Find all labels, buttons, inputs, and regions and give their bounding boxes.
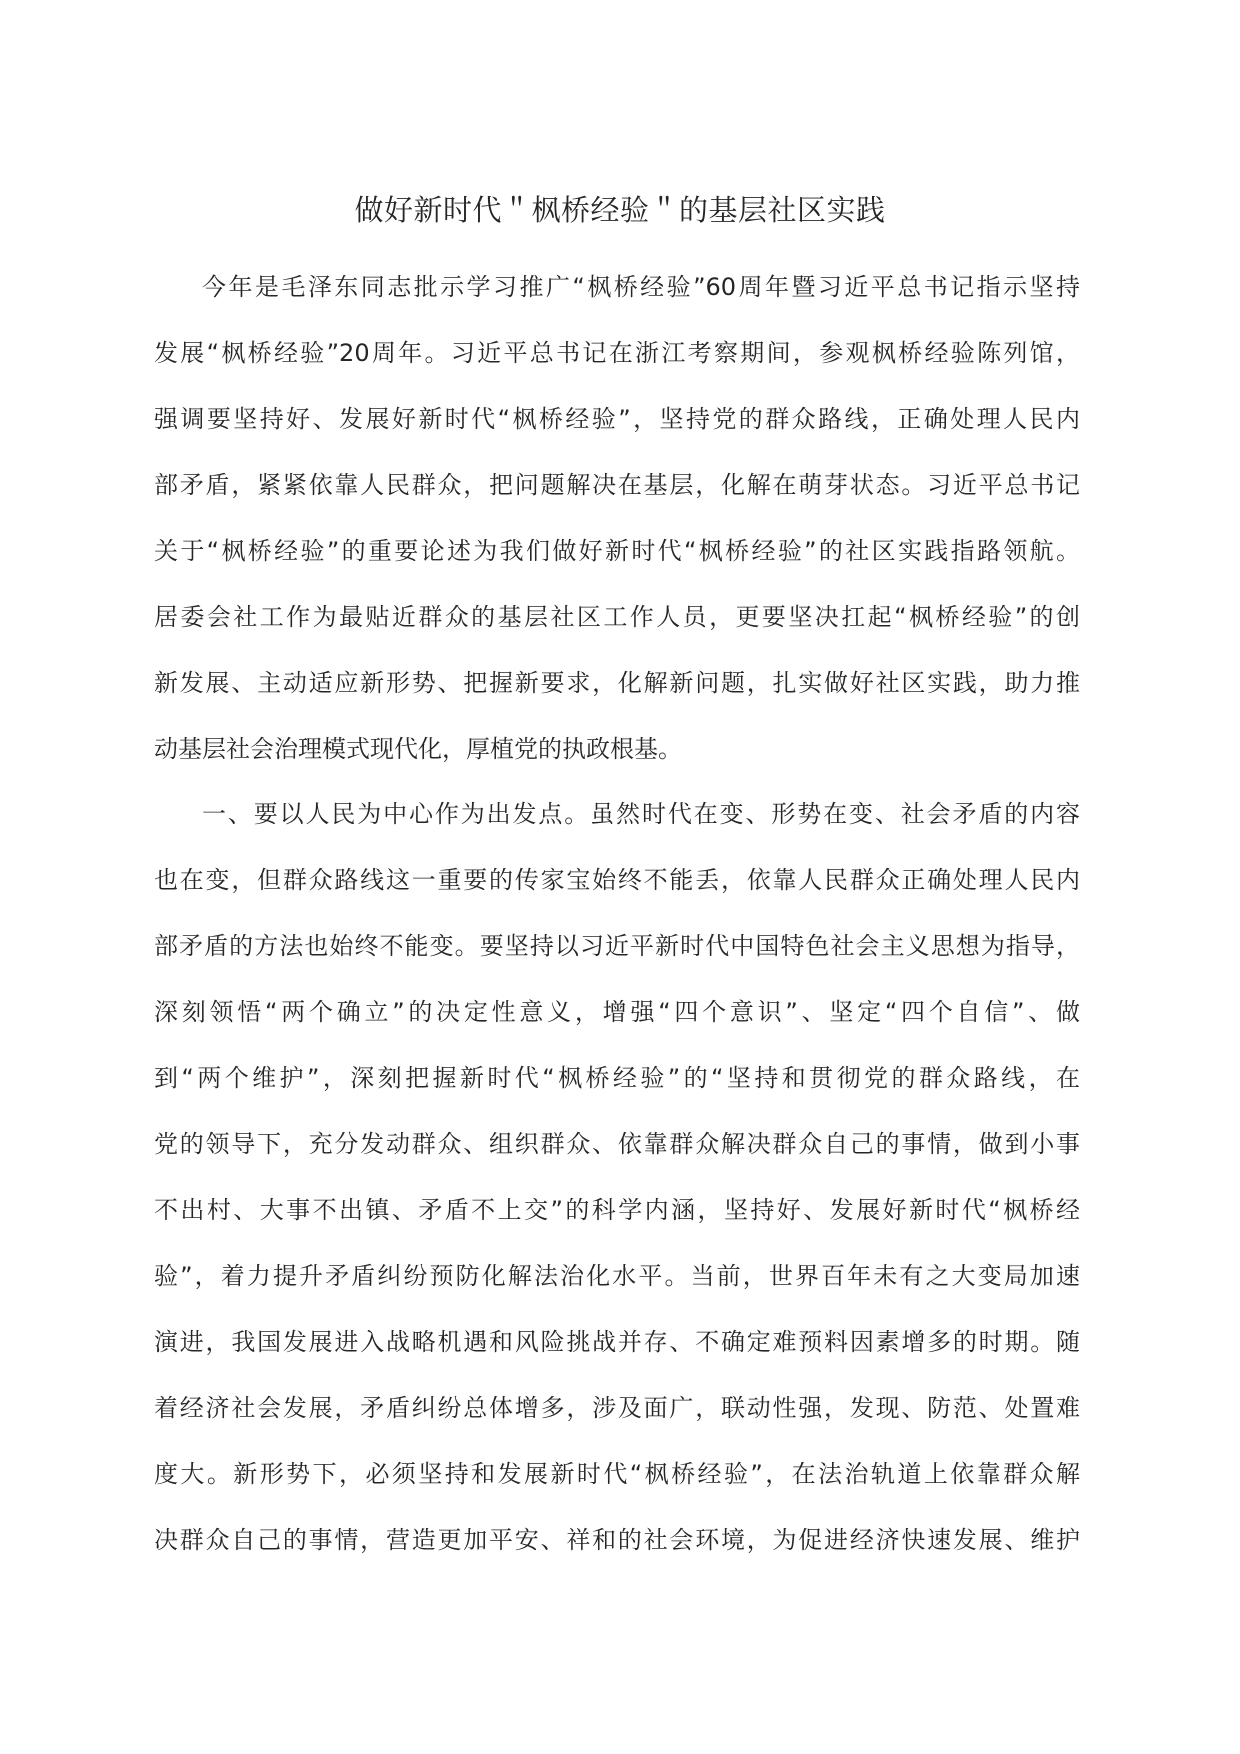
paragraph-line: 强调要坚持好、发展好新时代“枫桥经验”，坚持党的群众路线，正确处理人民内 — [154, 405, 1080, 433]
document-title: 做好新时代＂枫桥经验＂的基层社区实践 — [354, 193, 886, 227]
paragraph-line: 不出村、大事不出镇、矛盾不上交”的科学内涵，坚持好、发展好新时代“枫桥经 — [154, 1196, 1080, 1224]
paragraph-line: 新发展、主动适应新形势、把握新要求，化解新问题，扎实做好社区实践，助力推 — [154, 669, 1080, 697]
paragraph-line: 着经济社会发展，矛盾纠纷总体增多，涉及面广，联动性强，发现、防范、处置难 — [154, 1394, 1080, 1422]
paragraph-line: 到“两个维护”，深刻把握新时代“枫桥经验”的“坚持和贯彻党的群众路线，在 — [154, 1064, 1080, 1092]
paragraph-line: 深刻领悟“两个确立”的决定性意义，增强“四个意识”、坚定“四个自信”、做 — [154, 998, 1080, 1026]
paragraph-intro — [154, 254, 1080, 782]
paragraph-line: 验”，着力提升矛盾纠纷预防化解法治化水平。当前，世界百年未有之大变局加速 — [154, 1262, 1080, 1290]
paragraph-line: 一、要以人民为中心作为出发点。虽然时代在变、形势在变、社会矛盾的内容 — [202, 800, 1080, 828]
paragraph-line: 部矛盾的方法也始终不能变。要坚持以习近平新时代中国特色社会主义思想为指导， — [154, 932, 1080, 960]
paragraph-line: 度大。新形势下，必须坚持和发展新时代“枫桥经验”，在法治轨道上依靠群众解 — [154, 1460, 1080, 1488]
paragraph-line: 关于“枫桥经验”的重要论述为我们做好新时代“枫桥经验”的社区实践指路领航。 — [154, 537, 1080, 565]
paragraph-line: 发展“枫桥经验”20周年。习近平总书记在浙江考察期间，参观枫桥经验陈列馆， — [154, 339, 1080, 367]
paragraph-line: 也在变，但群众路线这一重要的传家宝始终不能丢，依靠人民群众正确处理人民内 — [154, 866, 1080, 894]
paragraph-line: 动基层社会治理模式现代化，厚植党的执政根基。 — [154, 735, 682, 763]
paragraph-line: 决群众自己的事情，营造更加平安、祥和的社会环境，为促进经济快速发展、维护 — [154, 1526, 1080, 1554]
paragraph-line: 居委会社工作为最贴近群众的基层社区工作人员，更要坚决扛起“枫桥经验”的创 — [154, 603, 1080, 631]
paragraph-line: 今年是毛泽东同志批示学习推广“枫桥经验”60周年暨习近平总书记指示坚持 — [202, 273, 1080, 301]
paragraph-line: 演进，我国发展进入战略机遇和风险挑战并存、不确定难预料因素增多的时期。随 — [154, 1328, 1080, 1356]
paragraph-line: 部矛盾，紧紧依靠人民群众，把问题解决在基层，化解在萌芽状态。习近平总书记 — [154, 471, 1080, 499]
paragraph-section-one — [154, 781, 1080, 1573]
paragraph-line: 党的领导下，充分发动群众、组织群众、依靠群众解决群众自己的事情，做到小事 — [154, 1130, 1080, 1158]
